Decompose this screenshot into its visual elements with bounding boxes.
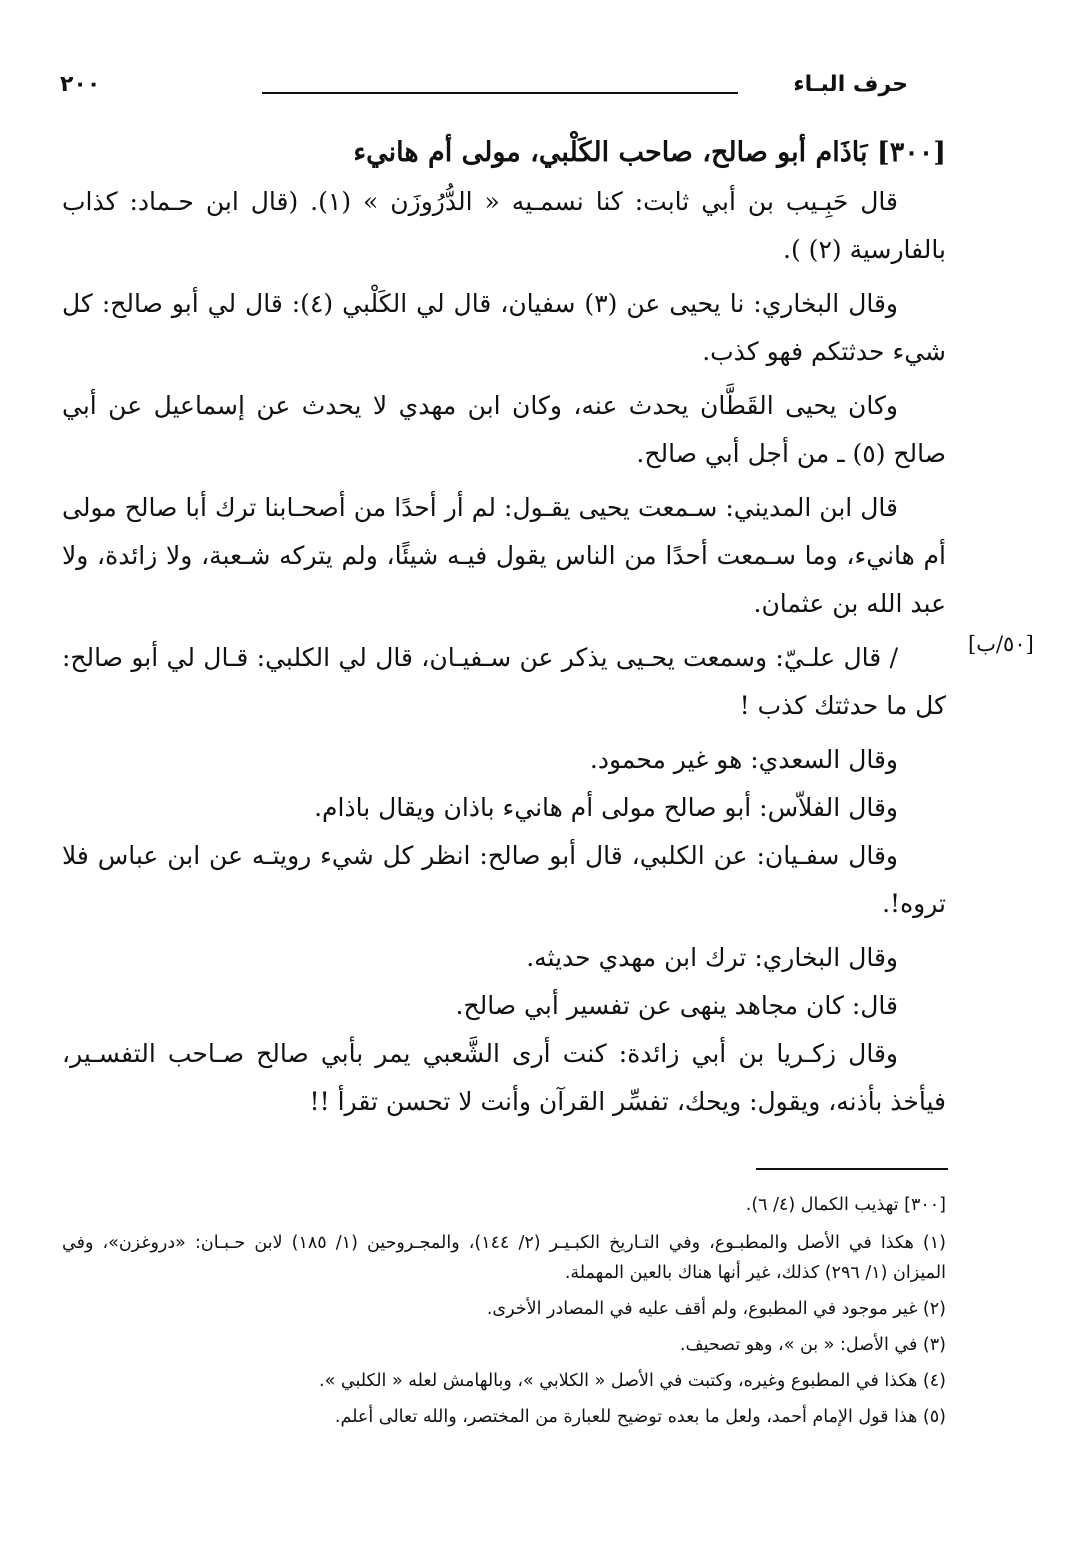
footnote: (١) هكذا في الأصل والمطبـوع، وفي التـاريخ الكبـيـر (٢/ ١٤٤)، والمجـروحين (١/ ١٨٥) لابن حـبـان: «دروغزن»، وفي الميزان (١/ ٢٩٦) كذلك، غير أنها هناك بالعين المهملة. <box>62 1233 946 1283</box>
footnote: (٥) هذا قول الإمام أحمد، ولعل ما بعده توضيح للعبارة من المختصر، والله تعالى أعلم. <box>334 1407 946 1427</box>
footnote-rule <box>756 1168 948 1170</box>
paragraph: وقال السعدي: هو غير محمود. <box>589 745 898 774</box>
footnotes <box>62 1190 946 1438</box>
paragraph: قال ابن المديني: سـمعت يحيى يقـول: لم أر أحدًا من أصحـابنا ترك أبا صالح مولى أم هانيء، وما سـمعت أحدًا من الناس يقول فيـه شيئًا، ولم يتركه شـعبة، ولا زائدة، ولا عبد الله بن عثمان. <box>62 493 946 618</box>
footnote: (٤) هكذا في المطبوع وغيره، وكتبت في الأصل « الكلابي »، وبالهامش لعله « الكلبي ». <box>319 1371 946 1391</box>
footnote: (٢) غير موجود في المطبوع، ولم أقف عليه في المصادر الأخرى. <box>486 1299 946 1319</box>
paragraph: وقال الفلاّس: أبو صالح مولى أم هانيء باذان ويقال باذام. <box>314 793 898 822</box>
paragraph: / قال علـيّ: وسمعت يحـيى يذكر عن سـفيـان، قال لي الكلبي: قـال لي أبو صالح: كل ما حدثتك كذب ! <box>62 643 946 720</box>
running-title: حرف البـاء <box>793 72 908 97</box>
running-header <box>62 72 908 112</box>
header-rule <box>262 92 738 94</box>
paragraph: قال حَبِـيب بن أبي ثابت: كنا نسمـيه « الدُّرُوزَن » (١). (قال ابن حـماد: كذاب بالفارسية (٢) ). <box>62 187 946 264</box>
paragraph: وقال سفـيان: عن الكلبي، قال أبو صالح: انظر كل شيء رويتـه عن ابن عباس فلا تروه!. <box>62 841 946 918</box>
entry-heading: [٣٠٠] بَاذَام أبو صالح، صاحب الكَلْبي، مولى أم هانيء <box>353 137 946 168</box>
paragraph: قال: كان مجاهد ينهى عن تفسير أبي صالح. <box>455 991 898 1020</box>
page-number: ٢٠٠ <box>60 72 101 97</box>
paragraph: وقال زكـريا بن أبي زائدة: كنت أرى الشَّعبي يمر بأبي صالح صـاحب التفسـير، فيأخذ بأذنه، ويقول: ويحك، تفسِّر القرآن وأنت لا تحسن تقرأ !! <box>62 1039 946 1116</box>
footnote-source: [٣٠٠] تهذيب الكمال (٤/ ٦). <box>745 1195 946 1215</box>
footnote: (٣) في الأصل: « بن »، وهو تصحيف. <box>679 1335 946 1355</box>
paragraph: وقال البخاري: ترك ابن مهدي حديثه. <box>526 943 898 972</box>
paragraph: وقال البخاري: نا يحيى عن (٣) سفيان، قال لي الكَلْبي (٤): قال لي أبو صالح: كل شيء حدثتكم فهو كذب. <box>62 289 946 366</box>
entry-body <box>62 128 946 1132</box>
folio-marker: [٥٠/ب] <box>968 632 1034 656</box>
paragraph: وكان يحيى القَطَّان يحدث عنه، وكان ابن مهدي لا يحدث عن إسماعيل عن أبي صالح (٥) ـ من أجل أبي صالح. <box>62 391 946 468</box>
